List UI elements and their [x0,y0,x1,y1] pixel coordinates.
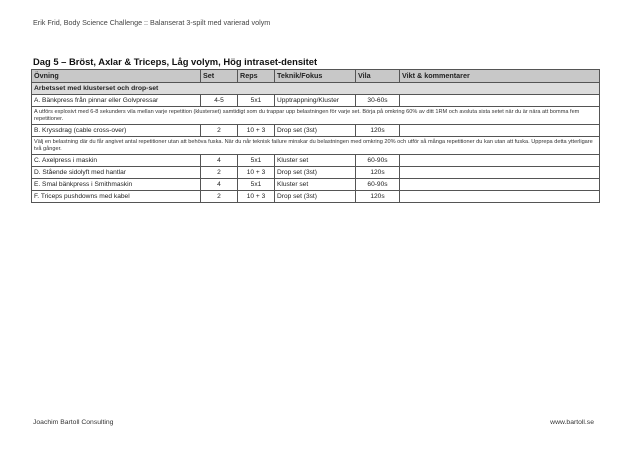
col-header-reps: Reps [238,70,275,83]
technique-value: Drop set (3st) [275,167,356,179]
note-row [32,107,600,125]
document-header: Erik Frid, Body Science Challenge :: Balanserat 3-spilt med varierad volym [33,18,271,27]
section-row [32,83,600,95]
comment-cell [400,155,600,167]
table-row [32,95,600,107]
rest-value: 120s [356,191,400,203]
reps-value: 10 + 3 [238,191,275,203]
col-header-comments: Vikt & kommentarer [400,70,600,83]
footer-website: www.bartoll.se [550,419,594,426]
comment-cell [400,191,600,203]
col-header-exercise: Övning [32,70,201,83]
section-title: Arbetsset med klusterset och drop-set [32,83,600,95]
reps-value: 5x1 [238,155,275,167]
table-header-row [32,70,600,83]
rest-value: 30-60s [356,95,400,107]
col-header-sets: Set [201,70,238,83]
sets-value: 4-5 [201,95,238,107]
sets-value: 4 [201,155,238,167]
page-title: Dag 5 – Bröst, Axlar & Triceps, Låg volym, Hög intraset-densitet [33,56,318,67]
exercise-note: Välj en belastning där du får angivet antal repetitioner utan att behöva fuska. När du når teknisk failure minskar du belastningen med omkring 20% och utför så många repetitioner du kan utan att fuska. Upprepa detta ytterligare två gånger. [32,137,600,155]
rest-value: 120s [356,167,400,179]
sets-value: 2 [201,125,238,137]
reps-value: 5x1 [238,95,275,107]
reps-value: 10 + 3 [238,125,275,137]
exercise-name: F. Triceps pushdowns med kabel [32,191,201,203]
footer-company: Joachim Bartoll Consulting [33,419,114,426]
exercise-name: B. Kryssdrag (cable cross-over) [32,125,201,137]
sets-value: 2 [201,191,238,203]
reps-value: 10 + 3 [238,167,275,179]
rest-value: 60-90s [356,179,400,191]
table-row [32,179,600,191]
technique-value: Drop set (3st) [275,125,356,137]
comment-cell [400,125,600,137]
exercise-name: A. Bänkpress från pinnar eller Golvpressar [32,95,201,107]
technique-value: Upptrappning/Kluster [275,95,356,107]
col-header-technique: Teknik/Fokus [275,70,356,83]
exercise-name: E. Smal bänkpress i Smithmaskin [32,179,201,191]
sets-value: 2 [201,167,238,179]
comment-cell [400,179,600,191]
rest-value: 120s [356,125,400,137]
exercise-name: D. Stående sidolyft med hantlar [32,167,201,179]
sets-value: 4 [201,179,238,191]
exercise-note: A utförs explosivt med 6-8 sekunders vila mellan varje repetition (klusterset) samtidigt som du trappar upp belastningen för varje set. Börja på omkring 60% av ditt 1RM och avsluta sista setet när du är nära att bomma fem repetitioner. [32,107,600,125]
technique-value: Kluster set [275,155,356,167]
table-row [32,125,600,137]
rest-value: 60-90s [356,155,400,167]
table-row [32,155,600,167]
note-row [32,137,600,155]
col-header-rest: Vila [356,70,400,83]
exercise-name: C. Axelpress i maskin [32,155,201,167]
technique-value: Drop set (3st) [275,191,356,203]
comment-cell [400,95,600,107]
table-row [32,191,600,203]
table-row [32,167,600,179]
workout-table [31,69,600,203]
comment-cell [400,167,600,179]
technique-value: Kluster set [275,179,356,191]
reps-value: 5x1 [238,179,275,191]
